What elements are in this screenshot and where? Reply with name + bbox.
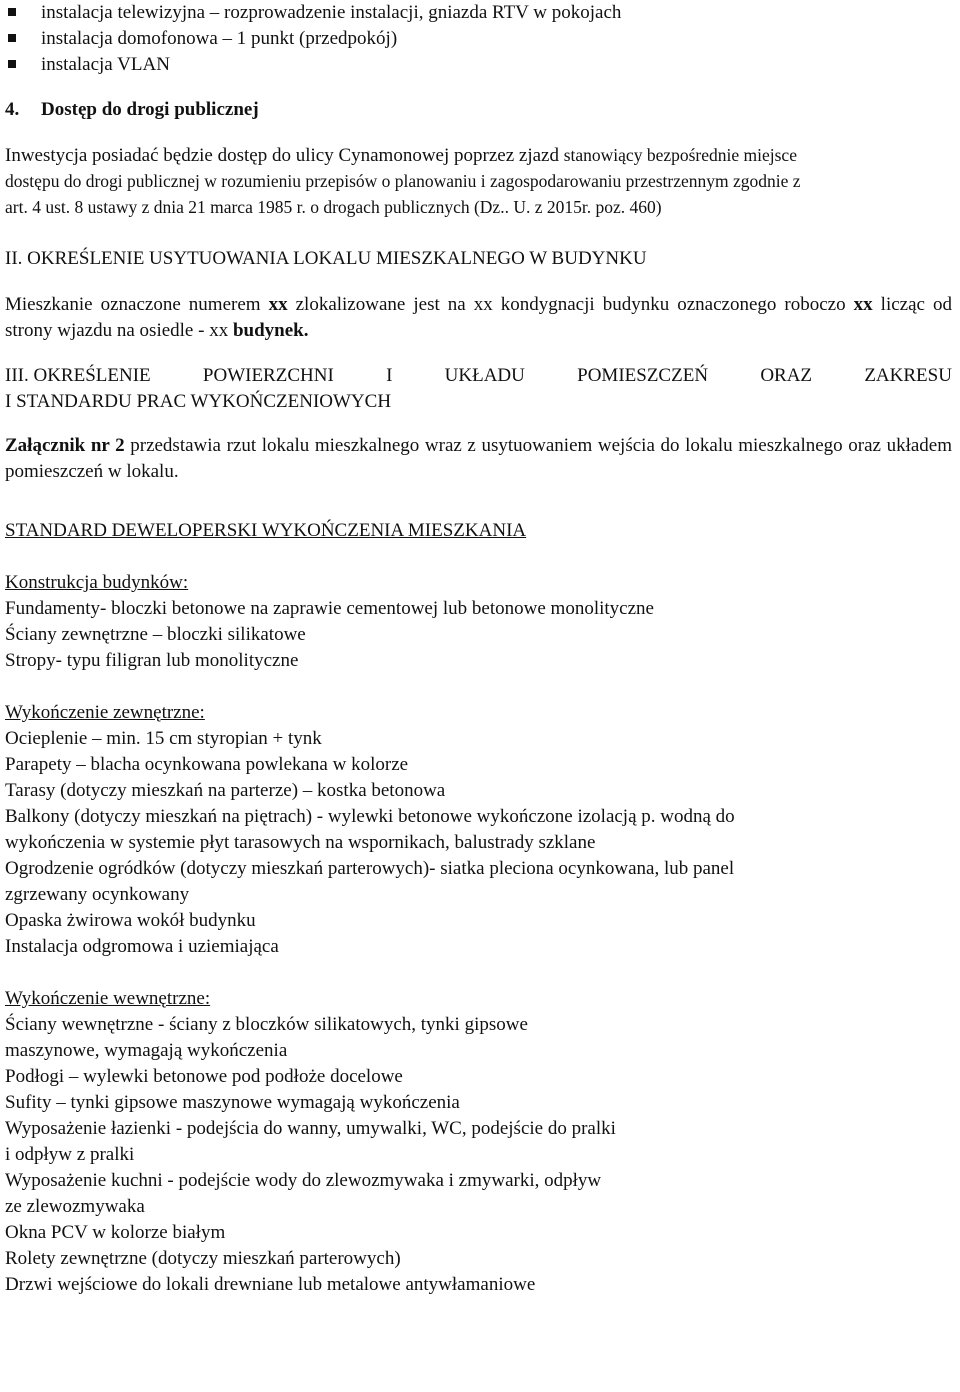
list-item: Stropy- typu filigran lub monolityczne — [5, 650, 299, 671]
list-item: Podłogi – wylewki betonowe pod podłoże docelowe — [5, 1066, 403, 1087]
list-item: Ocieplenie – min. 15 cm styropian + tynk — [5, 728, 322, 749]
list-item: Ściany zewnętrzne – bloczki silikatowe — [5, 624, 306, 645]
document-page — [5, 0, 952, 1298]
list-item: Rolety zewnętrzne (dotyczy mieszkań parterowych) — [5, 1248, 401, 1269]
list-item: Wyposażenie łazienki - podejścia do wanny, umywalki, WC, podejście do pralki — [5, 1118, 616, 1139]
list-item: Drzwi wejściowe do lokali drewniane lub metalowe antywłamaniowe — [5, 1274, 536, 1295]
attachment-paragraph: Załącznik nr 2 przedstawia rzut lokalu mieszkalnego wraz z usytuowaniem wejścia do lokalu mieszkalnego oraz układem pomieszczeń w lokalu. — [5, 435, 953, 482]
construction-list — [5, 596, 952, 674]
list-item: Instalacja odgromowa i uziemiająca — [5, 936, 279, 957]
interior-finish-list — [5, 1012, 952, 1298]
exterior-finish-list — [5, 726, 952, 960]
square-bullet-icon — [8, 8, 16, 16]
list-item: ze zlewozmywaka — [5, 1196, 145, 1217]
list-item: i odpływ z pralki — [5, 1144, 135, 1165]
list-item: Sufity – tynki gipsowe maszynowe wymagają wykończenia — [5, 1092, 460, 1113]
list-item: instalacja VLAN — [5, 52, 952, 78]
list-item: instalacja domofonowa – 1 punkt (przedpokój) — [5, 26, 952, 52]
list-item: Okna PCV w kolorze białym — [5, 1222, 226, 1243]
square-bullet-icon — [8, 34, 16, 42]
section-3-heading: III. OKREŚLENIE POWIERZCHNI I UKŁADU POMIESZCZEŃ ORAZ ZAKRESU I STANDARDU PRAC WYKOŃCZENIOWYCH — [5, 365, 952, 412]
construction-heading: Konstrukcja budynków: — [5, 572, 189, 593]
list-item: Tarasy (dotyczy mieszkań na parterze) – kostka betonowa — [5, 780, 446, 801]
list-item: wykończenia w systemie płyt tarasowych na wspornikach, balustrady szklane — [5, 832, 596, 853]
list-item: Balkony (dotyczy mieszkań na piętrach) - wylewki betonowe wykończone izolacją p. wodną do — [5, 806, 735, 827]
section-4-heading: 4. Dostęp do drogi publicznej — [5, 99, 259, 120]
list-item: Wyposażenie kuchni - podejście wody do zlewozmywaka i zmywarki, odpływ — [5, 1170, 602, 1191]
list-item: Ściany wewnętrzne - ściany z bloczków silikatowych, tynki gipsowe — [5, 1014, 528, 1035]
road-access-paragraph: Inwestycja posiadać będzie dostęp do ulicy Cynamonowej poprzez zjazd stanowiący bezpośrednie miejsce dostępu do drogi publicznej w rozumieniu przepisów o planowaniu i zagospodarowaniu przestrzennym zgodnie z art. 4 ust. 8 ustawy z dnia 21 marca 1985 r. o drogach publicznych (Dz.. U. z 2015r. poz. 460) — [5, 145, 801, 217]
list-item: maszynowe, wymagają wykończenia — [5, 1040, 288, 1061]
exterior-finish-heading: Wykończenie zewnętrzne: — [5, 702, 205, 723]
list-item: Parapety – blacha ocynkowana powlekana w kolorze — [5, 754, 409, 775]
interior-finish-heading: Wykończenie wewnętrzne: — [5, 988, 211, 1009]
list-item: zgrzewany ocynkowany — [5, 884, 190, 905]
list-item: instalacja telewizyjna – rozprowadzenie instalacji, gniazda RTV w pokojach — [5, 0, 952, 26]
installations-list — [5, 0, 952, 78]
developer-standard-title: STANDARD DEWELOPERSKI WYKOŃCZENIA MIESZKANIA — [5, 520, 527, 541]
list-item: Ogrodzenie ogródków (dotyczy mieszkań parterowych)- siatka pleciona ocynkowana, lub panel — [5, 858, 735, 879]
apartment-location-paragraph: Mieszkanie oznaczone numerem xx zlokalizowane jest na xx kondygnacji budynku oznaczonego roboczo xx licząc od strony wjazdu na osiedle - xx budynek. — [5, 294, 952, 341]
list-item: Opaska żwirowa wokół budynku — [5, 910, 256, 931]
section-2-heading: II. OKREŚLENIE USYTUOWANIA LOKALU MIESZKALNEGO W BUDYNKU — [5, 248, 647, 269]
list-item: Fundamenty- bloczki betonowe na zaprawie cementowej lub betonowe monolityczne — [5, 598, 654, 619]
square-bullet-icon — [8, 60, 16, 68]
